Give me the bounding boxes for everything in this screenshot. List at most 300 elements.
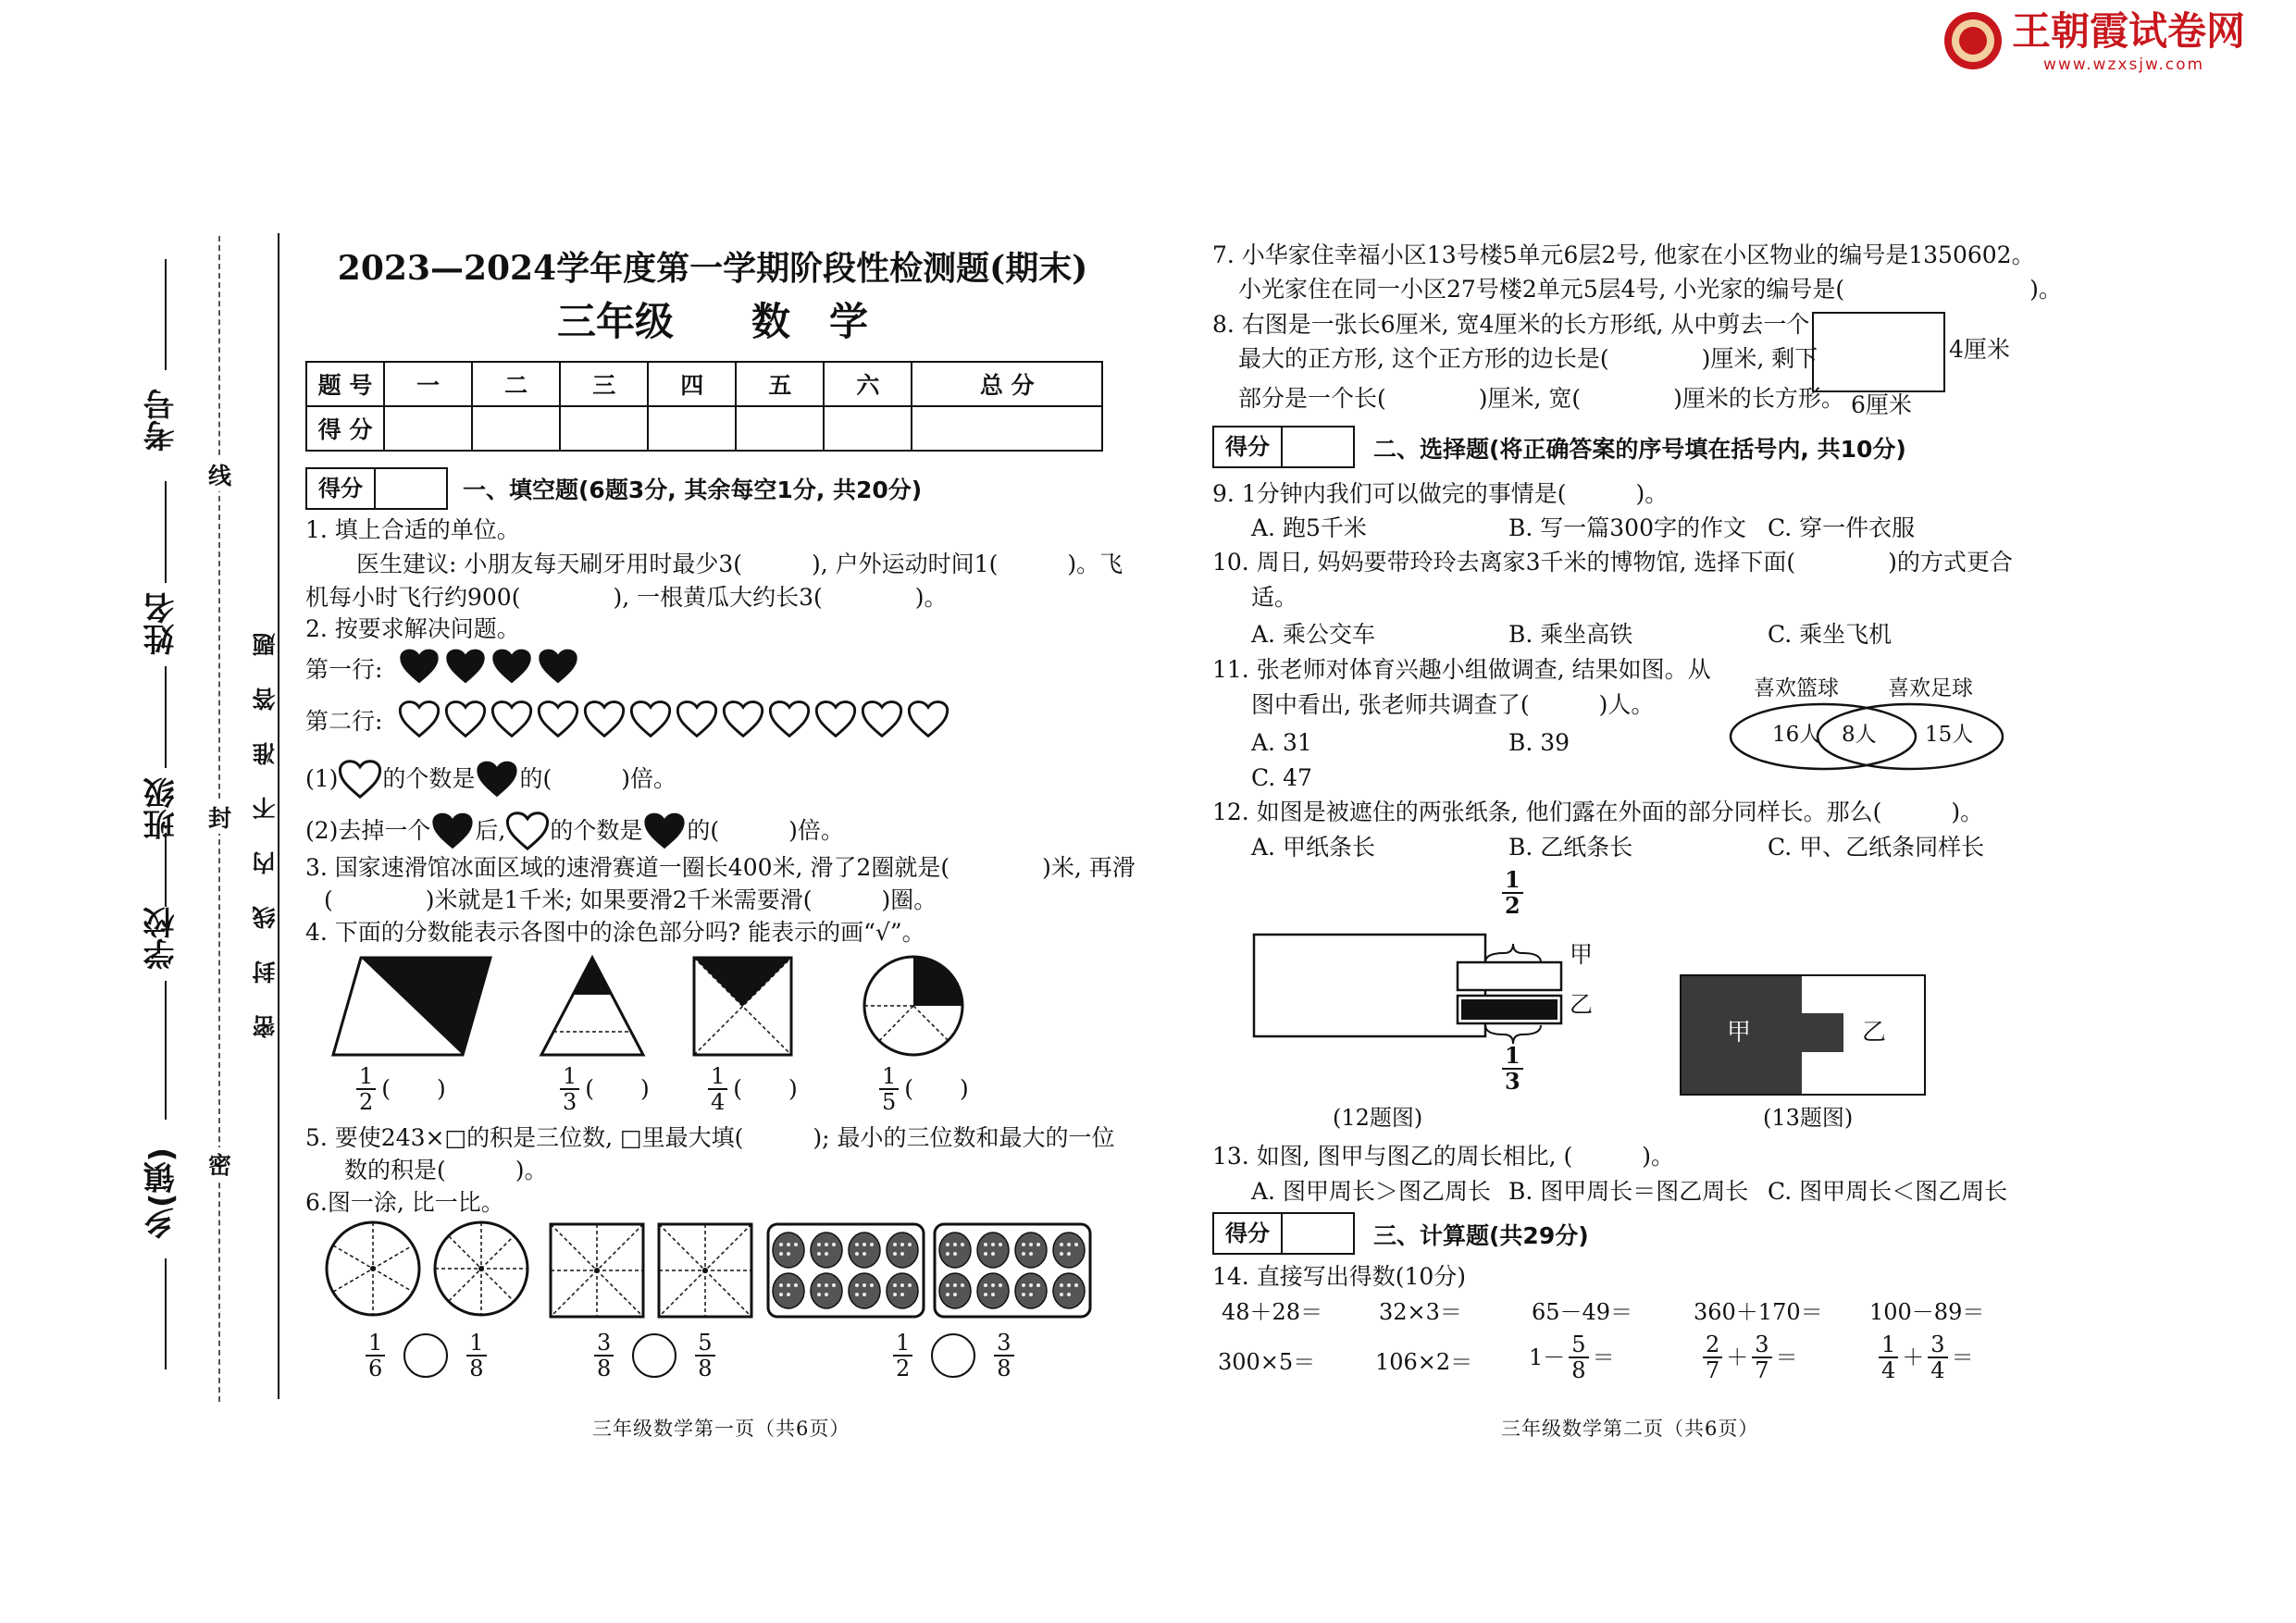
exam-subtitle: 三年级 数 学 — [556, 299, 868, 344]
strawberry-seed — [817, 1243, 821, 1246]
strawberry-seed — [779, 1252, 783, 1256]
outline-heart-icon — [490, 699, 533, 739]
strawberry-seed — [863, 1283, 866, 1287]
strawberry-icon — [939, 1273, 971, 1308]
label-name: 姓名 — [143, 592, 180, 655]
strawberry-seed — [1036, 1243, 1040, 1246]
strawberry-seed — [787, 1243, 790, 1246]
strawberry-seed — [787, 1252, 790, 1256]
strawberry-icon — [811, 1233, 842, 1268]
frac-den: 2 — [359, 1089, 374, 1115]
calc-item-frac — [1703, 1332, 1798, 1382]
strawberry-seed — [779, 1243, 783, 1246]
strawberry-seed — [779, 1283, 783, 1287]
strawberry-icon — [887, 1233, 918, 1268]
score-cell[interactable] — [824, 406, 912, 451]
score-header: 四 — [648, 362, 736, 406]
strawberry-seed — [855, 1283, 859, 1287]
calc-item: 360＋170＝ — [1694, 1299, 1823, 1325]
strawberry-icon — [977, 1273, 1009, 1308]
frac-den: 3 — [1505, 1068, 1520, 1095]
strawberry-seed — [794, 1283, 798, 1287]
q6-title: 6.图一涂, 比一比。 — [305, 1189, 504, 1216]
q3-line2: ( )米就是1千米; 如果要滑2千米需要滑( )圈。 — [324, 886, 937, 913]
outline-heart-icon — [768, 699, 811, 739]
frac-den: 2 — [896, 1356, 911, 1381]
strawberry-seed — [855, 1243, 859, 1246]
strawberry-icon — [1053, 1233, 1085, 1268]
strawberry-seed — [961, 1283, 964, 1287]
q13-jia-label: 甲 — [1727, 1019, 1752, 1047]
q4-frac-1 — [356, 1064, 446, 1114]
strawberry-seed — [1060, 1283, 1063, 1287]
answer-blank[interactable]: ( ) — [904, 1075, 969, 1102]
q13-option-a[interactable]: A. 图甲周长＞图乙周长 — [1251, 1178, 1491, 1205]
strawberry-seed — [984, 1252, 987, 1256]
compare-circle[interactable] — [632, 1333, 676, 1378]
strawberry-seed — [1067, 1293, 1071, 1296]
frac-num: 2 — [1703, 1332, 1722, 1358]
strawberry-seed — [900, 1243, 904, 1246]
q13-option-b[interactable]: B. 图甲周长＝图乙周长 — [1508, 1178, 1749, 1205]
q6-compare-3 — [893, 1331, 1014, 1381]
strawberry-icon — [887, 1273, 918, 1308]
q5-line1: 5. 要使243×□的积是三位数, □里最大填( ); 最小的三位数和最大的一位 — [305, 1124, 1115, 1151]
strawberry-seed — [1022, 1283, 1025, 1287]
calc-text: ＋ — [1902, 1344, 1925, 1370]
q10-stem-cont: 适。 — [1251, 584, 1298, 611]
strawberry-seed — [1067, 1243, 1071, 1246]
strawberry-seed — [991, 1283, 995, 1287]
answer-blank[interactable]: ( ) — [381, 1075, 446, 1102]
frac-den: 2 — [1505, 892, 1520, 919]
calc-item: 106×2＝ — [1375, 1349, 1473, 1375]
score-header: 总 分 — [912, 362, 1102, 406]
strawberry-seed — [1060, 1252, 1063, 1256]
q2-sub1-text: 的个数是 — [382, 765, 476, 792]
q4-frac-2 — [560, 1064, 650, 1114]
seal-notice: 密封线内不准答题 — [252, 601, 279, 1038]
q12-stem: 12. 如图是被遮住的两张纸条, 他们露在外面的部分同样长。那么( )。 — [1212, 799, 1984, 825]
exam-title: 2023—2024学年度第一学期阶段性检测题(期末) — [337, 249, 1088, 288]
q4-figures — [324, 953, 972, 1064]
strawberry-seed — [787, 1293, 790, 1296]
frac-num: 1 — [560, 1064, 579, 1090]
strawberry-seed — [825, 1293, 828, 1296]
frac-den: 5 — [882, 1089, 897, 1115]
score-cell[interactable] — [648, 406, 736, 451]
score-header: 二 — [472, 362, 560, 406]
frac-num: 5 — [1569, 1332, 1588, 1358]
strawberry-seed — [779, 1293, 783, 1296]
outline-heart-icon — [722, 699, 764, 739]
frac-num: 3 — [594, 1331, 614, 1357]
answer-blank[interactable]: ( ) — [585, 1075, 650, 1102]
q2-row2-label: 第二行: — [305, 708, 383, 735]
strawberry-seed — [908, 1243, 912, 1246]
answer-blank[interactable]: ( ) — [733, 1075, 798, 1102]
strawberry-icon — [773, 1273, 804, 1308]
score-box-s2[interactable] — [1212, 426, 1355, 468]
q1-line2: 机每小时飞行约900( ), 一根黄瓜大约长3( )。 — [305, 584, 948, 611]
q7-line2: 小光家住在同一小区27号楼2单元5层4号, 小光家的编号是( )。 — [1238, 276, 2062, 303]
filled-heart-icon — [444, 646, 487, 687]
venn-right-count: 15人 — [1925, 723, 1974, 747]
brand-seal-icon — [1942, 9, 2006, 74]
q2-sub2 — [305, 811, 844, 851]
frac-den: 4 — [711, 1089, 726, 1115]
score-cell[interactable] — [472, 406, 560, 451]
strawberry-icon — [811, 1273, 842, 1308]
strawberry-seed — [1022, 1252, 1025, 1256]
strawberry-seed — [900, 1252, 904, 1256]
frac-num: 1 — [466, 1331, 486, 1357]
q11-line2: 图中看出, 张老师共调查了( )人。 — [1251, 691, 1655, 718]
outline-heart-icon — [537, 699, 579, 739]
strawberry-seed — [991, 1243, 995, 1246]
score-row-label: 得 分 — [306, 406, 384, 451]
section-calc: 三、计算题(共29分) — [1373, 1222, 1589, 1249]
strawberry-seed — [961, 1243, 964, 1246]
frac-den: 6 — [368, 1356, 383, 1381]
q12-frac-top — [1502, 868, 1523, 918]
strawberry-icon — [849, 1273, 880, 1308]
venn-right-title: 喜欢足球 — [1888, 676, 1973, 700]
strawberry-seed — [1029, 1293, 1033, 1296]
outline-heart-icon — [444, 699, 487, 739]
q13-figure — [1680, 974, 1926, 1096]
q2-sub2-text: (2)去掉一个 — [305, 817, 431, 844]
q6-figures — [324, 1220, 1111, 1321]
score-header: 题 号 — [306, 362, 384, 406]
strawberry-seed — [1067, 1252, 1071, 1256]
strawberry-seed — [855, 1252, 859, 1256]
frac-num: 1 — [1879, 1332, 1898, 1358]
filled-heart-icon — [475, 759, 519, 799]
q12-jia-label: 甲 — [1570, 941, 1594, 968]
calc-text: 1－ — [1529, 1344, 1566, 1370]
q13-stem: 13. 如图, 图甲与图乙的周长相比, ( )。 — [1212, 1143, 1675, 1170]
strawberry-seed — [991, 1252, 995, 1256]
frac-num: 3 — [994, 1331, 1013, 1357]
frac-den: 8 — [1571, 1357, 1586, 1383]
frac-den: 8 — [469, 1356, 484, 1381]
q8-line3: 部分是一个长( )厘米, 宽( )厘米的长方形。 — [1238, 385, 1844, 412]
strawberry-icon — [1015, 1233, 1047, 1268]
blank-line — [165, 833, 167, 907]
score-box-label: 得分 — [307, 469, 376, 508]
q2-title: 2. 按要求解决问题。 — [305, 615, 520, 642]
frac-den: 4 — [1881, 1357, 1896, 1383]
strawberry-seed — [893, 1243, 897, 1246]
outline-heart-icon — [676, 699, 718, 739]
calc-item: 48＋28＝ — [1222, 1299, 1323, 1325]
q3-line1: 3. 国家速滑馆冰面区域的速滑赛道一圈长400米, 滑了2圈就是( )米, 再滑 — [305, 854, 1136, 881]
outline-heart-icon — [861, 699, 903, 739]
q12-option-b[interactable]: B. 乙纸条长 — [1508, 834, 1633, 861]
frac-den: 8 — [698, 1356, 713, 1381]
blank-line — [165, 1258, 167, 1369]
q14-title: 14. 直接写出得数(10分) — [1212, 1263, 1467, 1290]
strawberry-seed — [870, 1283, 874, 1287]
frac-num: 1 — [893, 1331, 912, 1357]
filled-heart-icon — [398, 646, 441, 687]
frac-den: 7 — [1755, 1357, 1769, 1383]
footer-right: 三年级数学第二页（共6页） — [1501, 1418, 1759, 1440]
calc-text: ＝ — [1775, 1344, 1798, 1370]
filled-heart-icon — [430, 811, 475, 851]
section-choice: 二、选择题(将正确答案的序号填在括号内, 共10分) — [1373, 436, 1906, 463]
q2-row1-label: 第一行: — [305, 656, 383, 683]
q8-rectangle — [1812, 312, 1945, 392]
strawberry-seed — [832, 1243, 836, 1246]
score-cell[interactable] — [384, 406, 472, 451]
strawberry-seed — [863, 1293, 866, 1296]
strawberry-seed — [863, 1243, 866, 1246]
strawberry-seed — [946, 1283, 949, 1287]
q2-sub1 — [305, 759, 676, 799]
strawberry-seed — [984, 1243, 987, 1246]
q4-parallelogram — [333, 958, 490, 1055]
frac-den: 8 — [997, 1356, 1011, 1381]
strawberry-seed — [999, 1243, 1002, 1246]
strawberry-seed — [825, 1243, 828, 1246]
strawberry-seed — [900, 1283, 904, 1287]
frac-den: 7 — [1706, 1357, 1720, 1383]
q2-sub2-blank: 的( )倍。 — [687, 817, 844, 844]
q5-line2: 数的积是( )。 — [344, 1157, 548, 1183]
compare-circle[interactable] — [403, 1333, 448, 1378]
q6-compare-2 — [594, 1331, 715, 1381]
q2-sub2-text: 后, — [475, 817, 506, 844]
q13-notch — [1802, 1013, 1843, 1052]
strawberry-seed — [825, 1283, 828, 1287]
frac-num: 1 — [1502, 1044, 1523, 1070]
q2-row2-hearts — [398, 699, 953, 743]
strawberry-icon — [977, 1233, 1009, 1268]
strawberry-seed — [1029, 1283, 1033, 1287]
venn-left-title: 喜欢篮球 — [1754, 676, 1839, 700]
strawberry-seed — [1060, 1243, 1063, 1246]
outline-heart-icon — [505, 811, 550, 851]
frac-den: 3 — [563, 1089, 577, 1115]
q12-frac-bottom — [1502, 1044, 1523, 1094]
calc-text: ＝ — [1951, 1344, 1974, 1370]
strawberry-seed — [1067, 1283, 1071, 1287]
strawberry-seed — [787, 1283, 790, 1287]
calc-item: 32×3＝ — [1379, 1299, 1462, 1325]
strawberry-seed — [946, 1252, 949, 1256]
label-exam-number: 考号 — [143, 389, 180, 452]
score-header: 一 — [384, 362, 472, 406]
q13-yi-label: 乙 — [1862, 1019, 1887, 1047]
strawberry-seed — [1074, 1243, 1078, 1246]
seal-word-line: 线 — [208, 458, 231, 491]
q8-line1: 8. 右图是一张长6厘米, 宽4厘米的长方形纸, 从中剪去一个 — [1212, 311, 1810, 338]
blank-line — [165, 259, 167, 370]
strawberry-seed — [893, 1293, 897, 1296]
q13-caption: (13题图) — [1763, 1105, 1854, 1131]
strawberry-seed — [1022, 1243, 1025, 1246]
blank-line — [165, 981, 167, 1120]
q7-line1: 7. 小华家住幸福小区13号楼5单元6层2号, 他家在小区物业的编号是1350602。 — [1212, 242, 2035, 268]
strawberry-seed — [817, 1293, 821, 1296]
q4-frac-4 — [879, 1064, 969, 1114]
filled-heart-icon — [537, 646, 579, 687]
strawberry-seed — [900, 1293, 904, 1296]
frac-den: 8 — [597, 1356, 612, 1381]
strawberry-seed — [1060, 1293, 1063, 1296]
calc-item: 300×5＝ — [1218, 1349, 1316, 1375]
brand-name: 王朝霞试卷网 — [2012, 8, 2246, 54]
blank-line — [165, 666, 167, 768]
q8-width-label: 4厘米 — [1949, 336, 2010, 363]
q10-stem: 10. 周日, 妈妈要带玲玲去离家3千米的博物馆, 选择下面( )的方式更合 — [1212, 549, 2013, 576]
blank-line — [165, 481, 167, 583]
label-town: 乡(镇) — [143, 1147, 180, 1240]
q8-line2: 最大的正方形, 这个正方形的边长是( )厘米, 剩下 — [1238, 345, 1818, 372]
outline-heart-icon — [814, 699, 857, 739]
outline-heart-icon — [398, 699, 441, 739]
strawberry-seed — [946, 1243, 949, 1246]
strawberry-seed — [817, 1283, 821, 1287]
seal-word-secret: 密 — [208, 1147, 231, 1181]
q2-sub1-num: (1) — [305, 765, 339, 792]
strawberry-seed — [953, 1252, 957, 1256]
q6-strawberry-boxes — [768, 1224, 1090, 1317]
calc-text: ＝ — [1592, 1344, 1615, 1370]
filled-heart-icon — [642, 811, 687, 851]
section-fill-in: 一、填空题(6题3分, 其余每空1分, 共20分) — [463, 477, 923, 503]
strawberry-seed — [953, 1283, 957, 1287]
score-header: 六 — [824, 362, 912, 406]
q11-option-b[interactable]: B. 39 — [1508, 729, 1570, 756]
strawberry-seed — [794, 1243, 798, 1246]
strawberry-icon — [849, 1233, 880, 1268]
frac-num: 1 — [1502, 868, 1523, 894]
strawberry-seed — [1036, 1283, 1040, 1287]
outline-heart-icon — [583, 699, 626, 739]
q12-figure — [1249, 870, 1601, 1095]
calc-text: ＋ — [1726, 1344, 1749, 1370]
compare-circle[interactable] — [931, 1333, 975, 1378]
frac-num: 3 — [1928, 1332, 1947, 1358]
binding-margin — [0, 0, 287, 1623]
q11-option-c[interactable]: C. 47 — [1251, 764, 1312, 791]
q4-square — [694, 958, 791, 1055]
score-box-label: 得分 — [1214, 427, 1283, 466]
strawberry-seed — [1029, 1243, 1033, 1246]
q12-caption: (12题图) — [1333, 1105, 1423, 1131]
frac-num: 5 — [695, 1331, 714, 1357]
q9-option-a[interactable]: A. 跑5千米 — [1251, 514, 1367, 541]
brand-url: www.wzxsjw.com — [2043, 56, 2205, 74]
score-cell[interactable] — [560, 406, 648, 451]
q6-square-a — [551, 1224, 643, 1317]
q10-option-a[interactable]: A. 乘公交车 — [1251, 621, 1375, 648]
footer-left: 三年级数学第一页（共6页） — [592, 1418, 850, 1440]
score-box-s3[interactable] — [1212, 1212, 1355, 1255]
q1-title: 1. 填上合适的单位。 — [305, 516, 520, 543]
frac-den: 4 — [1930, 1357, 1945, 1383]
strawberry-seed — [999, 1283, 1002, 1287]
strawberry-icon — [773, 1233, 804, 1268]
frac-num: 1 — [356, 1064, 376, 1090]
strawberry-seed — [991, 1293, 995, 1296]
brand-logo — [1942, 9, 2284, 74]
filled-heart-icon — [490, 646, 533, 687]
score-cell[interactable] — [912, 406, 1102, 451]
q6-square-b — [659, 1224, 751, 1317]
q10-option-b[interactable]: B. 乘坐高铁 — [1508, 621, 1633, 648]
q4-title: 4. 下面的分数能表示各图中的涂色部分吗? 能表示的画“√”。 — [305, 919, 925, 946]
score-box-s1[interactable] — [305, 467, 448, 510]
q11-line1: 11. 张老师对体育兴趣小组做调查, 结果如图。从 — [1212, 656, 1711, 683]
q6-circle-sixths — [327, 1222, 419, 1315]
frac-num: 1 — [366, 1331, 385, 1357]
q9-stem: 9. 1分钟内我们可以做完的事情是( )。 — [1212, 480, 1669, 507]
frac-num: 3 — [1752, 1332, 1771, 1358]
calc-item: 65－49＝ — [1532, 1299, 1633, 1325]
strawberry-seed — [984, 1293, 987, 1296]
strawberry-seed — [953, 1293, 957, 1296]
strawberry-icon — [1053, 1273, 1085, 1308]
strawberry-seed — [946, 1293, 949, 1296]
strawberry-seed — [1074, 1283, 1078, 1287]
strawberry-seed — [893, 1283, 897, 1287]
frac-num: 1 — [879, 1064, 899, 1090]
q4-circle — [864, 957, 962, 1055]
seal-word-seal: 封 — [208, 800, 231, 834]
strawberry-seed — [832, 1283, 836, 1287]
venn-middle-count: 8人 — [1842, 723, 1877, 747]
q6-compare-1 — [366, 1331, 487, 1381]
q9-option-b[interactable]: B. 写一篇300字的作文 — [1508, 514, 1746, 541]
q13-option-c[interactable]: C. 图甲周长＜图乙周长 — [1768, 1178, 2008, 1205]
score-header: 三 — [560, 362, 648, 406]
q9-option-c[interactable]: C. 穿一件衣服 — [1768, 514, 1916, 541]
outline-heart-icon — [907, 699, 949, 739]
score-table — [305, 361, 1103, 452]
q11-option-a[interactable]: A. 31 — [1251, 729, 1312, 756]
strawberry-seed — [870, 1243, 874, 1246]
q12-yi-label: 乙 — [1570, 991, 1594, 1018]
strawberry-seed — [1022, 1293, 1025, 1296]
strawberry-seed — [1029, 1252, 1033, 1256]
strawberry-seed — [863, 1252, 866, 1256]
q4-frac-3 — [708, 1064, 798, 1114]
strawberry-seed — [817, 1252, 821, 1256]
strawberry-seed — [908, 1283, 912, 1287]
q10-option-c[interactable]: C. 乘坐飞机 — [1768, 621, 1893, 648]
score-header: 五 — [736, 362, 824, 406]
q8-length-label: 6厘米 — [1851, 391, 1912, 418]
strawberry-icon — [939, 1233, 971, 1268]
calc-item-frac — [1529, 1332, 1615, 1382]
calc-item-frac — [1879, 1332, 1974, 1382]
label-school: 学校 — [143, 907, 180, 970]
score-cell[interactable] — [736, 406, 824, 451]
q12-option-a[interactable]: A. 甲纸条长 — [1251, 834, 1375, 861]
outline-heart-icon — [338, 759, 382, 799]
strawberry-seed — [953, 1243, 957, 1246]
q2-row1-hearts — [398, 646, 583, 690]
venn-left-count: 16人 — [1772, 723, 1821, 747]
score-box-label: 得分 — [1214, 1214, 1283, 1253]
label-class: 班级 — [143, 777, 180, 840]
q4-triangle — [541, 958, 643, 1055]
q12-option-c[interactable]: C. 甲、乙纸条同样长 — [1768, 834, 1985, 861]
